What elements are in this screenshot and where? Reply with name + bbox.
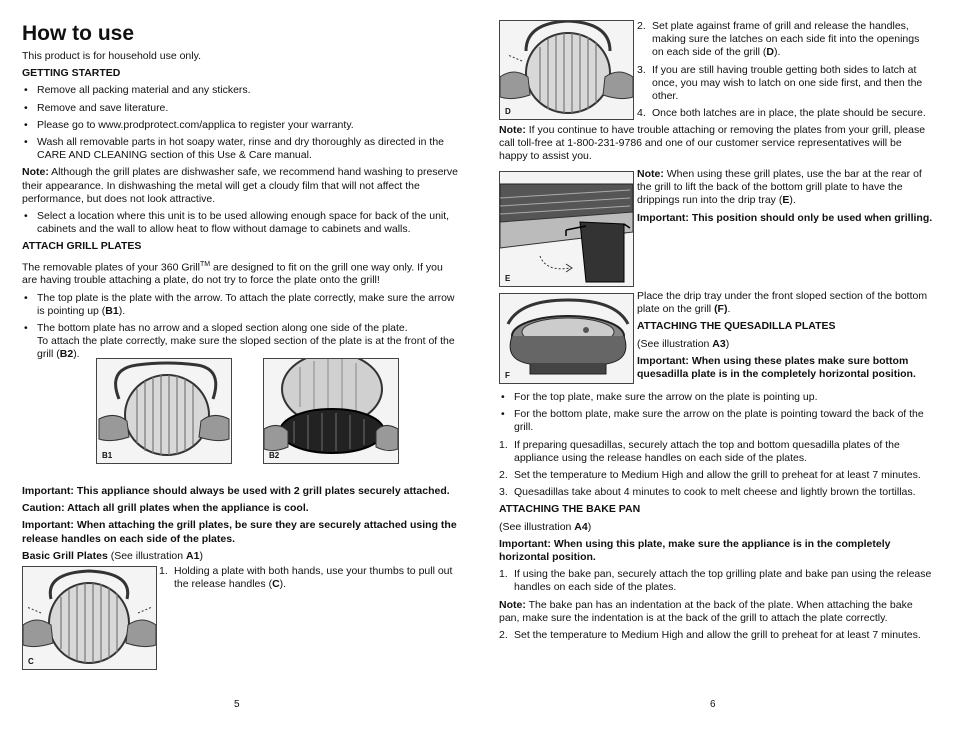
see-text: (See illustration bbox=[637, 337, 713, 350]
drip-tray-text bbox=[637, 290, 933, 316]
ref-e: E bbox=[782, 194, 790, 207]
step-item bbox=[159, 565, 459, 591]
important-two-plates: Important: This appliance should always be used with 2 grill plates securely attached. bbox=[22, 485, 450, 497]
see-end: ) bbox=[587, 520, 592, 533]
note-paragraph bbox=[499, 124, 933, 164]
plates-list bbox=[22, 292, 460, 362]
figure-label: B1 bbox=[102, 451, 113, 460]
ref-a4: A4 bbox=[574, 520, 588, 533]
step-item bbox=[499, 568, 933, 594]
step-number: 2. bbox=[499, 629, 508, 642]
figure-label: E bbox=[505, 274, 511, 283]
note-text: Although the grill plates are dishwasher safe, we recommend hand washing to preserve their appearance. In dishwashing the metal will get a cloudy film that will not affect the performance, but does not look attractive. bbox=[22, 166, 458, 205]
arrow-list bbox=[499, 391, 933, 435]
attach-text-a: The removable plates of your 360 Grill bbox=[22, 261, 201, 274]
right-lower-block bbox=[499, 391, 933, 646]
figure-label: B2 bbox=[269, 451, 280, 460]
page-number: 6 bbox=[710, 699, 716, 710]
step-number: 2. bbox=[499, 469, 508, 482]
left-page bbox=[22, 22, 460, 366]
bake-see bbox=[499, 521, 933, 534]
list-item: • Wash all removable parts in hot soapy water, rinse and dry thoroughly as directed in the CARE AND CLEANING section of this Use & Care manual. bbox=[22, 136, 460, 162]
quesadilla-see bbox=[637, 338, 933, 351]
figure-b1 bbox=[96, 358, 232, 464]
top-plate-text: The top plate is the plate with the arrow. To attach the plate correctly, make sure the arrow is pointing up ( bbox=[37, 291, 455, 317]
intro-text: This product is for household use only. bbox=[22, 50, 201, 62]
location-list bbox=[22, 210, 460, 236]
list-item bbox=[22, 322, 460, 362]
step-text: If using the bake pan, securely attach the top grilling plate and bake pan using the release handles on each side of the plates. bbox=[514, 568, 932, 594]
figure-e bbox=[499, 171, 634, 287]
ref-a3: A3 bbox=[712, 337, 726, 350]
trademark: TM bbox=[200, 260, 211, 268]
quesadilla-block bbox=[637, 290, 933, 385]
attach-text-b: are designed to fit on the grill one way only. If you are having trouble attaching a plate, do not try to force the plate onto the grill! bbox=[22, 261, 443, 287]
attach-grill-plates-heading: ATTACH GRILL PLATES bbox=[22, 240, 142, 253]
step-text: Once both latches are in place, the plate should be secure. bbox=[652, 107, 926, 120]
bake-steps-2 bbox=[499, 629, 933, 642]
step-item bbox=[637, 64, 933, 104]
step-text: Holding a plate with both hands, use your thumbs to pull out the release handles ( bbox=[174, 565, 453, 591]
list-item: • Remove all packing material and any stickers. bbox=[22, 84, 460, 97]
bottom-plate-text2: To attach the plate correctly, make sure the sloped section of the plate is at the front of the grill ( bbox=[37, 335, 455, 361]
getting-started-heading: GETTING STARTED bbox=[22, 67, 121, 80]
list-item: • Remove and save literature. bbox=[22, 102, 460, 115]
note-label: Note: bbox=[499, 124, 526, 136]
step-item bbox=[499, 629, 933, 642]
step-text: Set plate against frame of grill and release the handles, making sure the latches on each side fit into the openings on each side of the grill ( bbox=[652, 20, 920, 59]
drip-note-block bbox=[637, 168, 933, 229]
important-bake-horizontal: Important: When using this plate, make sure the appliance is in the completely horizontal position. bbox=[499, 537, 891, 564]
ref-f: (F) bbox=[714, 303, 728, 316]
left-lower-block bbox=[22, 485, 460, 567]
step-number: 3. bbox=[637, 63, 646, 76]
ref-b1: B1 bbox=[105, 304, 119, 317]
note-label: Note: bbox=[637, 168, 664, 180]
figure-label: D bbox=[505, 107, 511, 116]
step-item bbox=[637, 107, 933, 120]
page-number: 5 bbox=[234, 699, 240, 710]
top-plate-end: ). bbox=[118, 304, 126, 317]
step-item bbox=[499, 439, 933, 465]
note-text: The bake pan has an indentation at the back of the plate. When attaching the bake pan, make sure the indentation is at the back of the grill to attach the plate correctly. bbox=[499, 598, 913, 624]
step-item bbox=[499, 469, 933, 482]
step-item bbox=[637, 20, 933, 60]
drip-end: . bbox=[727, 303, 731, 316]
list-item bbox=[22, 292, 460, 318]
grill-plate-illustration bbox=[97, 359, 231, 463]
note-paragraph bbox=[637, 168, 933, 208]
step-end: ). bbox=[774, 46, 781, 59]
figure-d bbox=[499, 20, 634, 120]
basic-end: ) bbox=[199, 549, 203, 562]
bake-note bbox=[499, 599, 933, 625]
basic-label: Basic Grill Plates bbox=[22, 549, 108, 562]
step-number: 1. bbox=[499, 438, 508, 451]
basic-grill-plates bbox=[22, 550, 460, 563]
step-number: 3. bbox=[499, 486, 508, 499]
see-end: ) bbox=[725, 337, 730, 350]
figure-f bbox=[499, 293, 634, 384]
note-text: When using these grill plates, use the bar at the rear of the grill to lift the back of the bottom grill plate to have the drippings run into the drip tray ( bbox=[637, 168, 922, 207]
bake-pan-heading: ATTACHING THE BAKE PAN bbox=[499, 503, 641, 516]
bake-steps bbox=[499, 568, 933, 594]
basic-see: (See illustration bbox=[107, 549, 186, 562]
list-item: • For the bottom plate, make sure the arrow on the plate is pointing toward the back of the grill. bbox=[499, 408, 933, 434]
step-end: ). bbox=[279, 578, 287, 591]
customer-service-note bbox=[499, 124, 933, 168]
list-item: • Please go to www.prodprotect.com/applica to register your warranty. bbox=[22, 119, 460, 132]
step-text: If preparing quesadillas, securely attach the top and bottom quesadilla plates of the appliance using the release handles on each side of the plates. bbox=[514, 438, 900, 464]
grill-plate-illustration bbox=[23, 567, 156, 669]
ref-d: D bbox=[766, 46, 774, 59]
quesadilla-heading: ATTACHING THE QUESADILLA PLATES bbox=[637, 320, 836, 333]
figure-label: F bbox=[505, 371, 510, 380]
step-text: Set the temperature to Medium High and allow the grill to preheat for at least 7 minutes. bbox=[514, 629, 921, 642]
dishwasher-note bbox=[22, 166, 460, 206]
bottom-plate-text1: The bottom plate has no arrow and a sloped section along one side of the plate. bbox=[37, 321, 408, 334]
step-number: 1. bbox=[159, 565, 168, 577]
ref-b2: B2 bbox=[59, 348, 74, 361]
step-number: 2. bbox=[637, 20, 646, 32]
caution-text: Caution: Attach all grill plates when the appliance is cool. bbox=[22, 502, 309, 515]
step-number: 1. bbox=[499, 568, 508, 581]
step-text: Set the temperature to Medium High and allow the grill to preheat for at least 7 minutes. bbox=[514, 469, 921, 482]
steps-list bbox=[637, 20, 933, 120]
note-label: Note: bbox=[499, 598, 526, 611]
page-title: How to use bbox=[22, 22, 135, 45]
note-label: Note: bbox=[22, 166, 49, 179]
figure-b2 bbox=[263, 358, 399, 464]
attach-text bbox=[22, 258, 460, 288]
ref-a1: A1 bbox=[186, 549, 200, 562]
note-text: If you continue to have trouble attaching or removing the plates from your grill, please call toll-free at 1-800-231-9786 and one of our customer service representatives will be happy to assist you. bbox=[499, 124, 926, 163]
grill-plate-illustration bbox=[264, 359, 398, 463]
drip-text: Place the drip tray under the front sloped section of the bottom plate on the grill bbox=[637, 290, 928, 316]
important-horizontal: Important: When using these plates make sure bottom quesadilla plate is in the completely horizontal position. bbox=[637, 354, 916, 381]
step1-block bbox=[159, 565, 459, 595]
quesadilla-plates-illustration bbox=[500, 294, 633, 383]
drip-tray-position-illustration bbox=[500, 172, 633, 286]
list-item: • For the top plate, make sure the arrow on the plate is pointing up. bbox=[499, 391, 933, 404]
ref-c: C bbox=[272, 578, 280, 591]
list-item: • Select a location where this unit is to be used allowing enough space for back of the unit, cabinets and the wall to allow heat to flow without damage to cabinets and walls. bbox=[22, 210, 460, 236]
steps-list bbox=[159, 565, 459, 591]
step-text: Quesadillas take about 4 minutes to cook to melt cheese and lightly brown the tortillas. bbox=[514, 486, 916, 499]
quesadilla-steps bbox=[499, 439, 933, 500]
step-text: If you are still having trouble getting both sides to latch at once, you may wish to latch on one side first, and then the other. bbox=[652, 63, 923, 103]
note-end: ). bbox=[789, 194, 796, 207]
steps-2-4-block bbox=[637, 20, 933, 124]
step-number: 4. bbox=[637, 107, 646, 120]
getting-started-list bbox=[22, 84, 460, 162]
figure-c bbox=[22, 566, 157, 670]
important-release-handles: Important: When attaching the grill plates, be sure they are securely attached using the release handles on each side of the plates. bbox=[22, 519, 457, 545]
grill-plate-illustration bbox=[500, 21, 633, 119]
figure-label: C bbox=[28, 657, 34, 666]
see-text: (See illustration bbox=[499, 520, 575, 533]
bottom-plate-end: ). bbox=[73, 348, 80, 361]
important-grilling-only: Important: This position should only be used when grilling. bbox=[637, 211, 933, 224]
step-item bbox=[499, 486, 933, 499]
